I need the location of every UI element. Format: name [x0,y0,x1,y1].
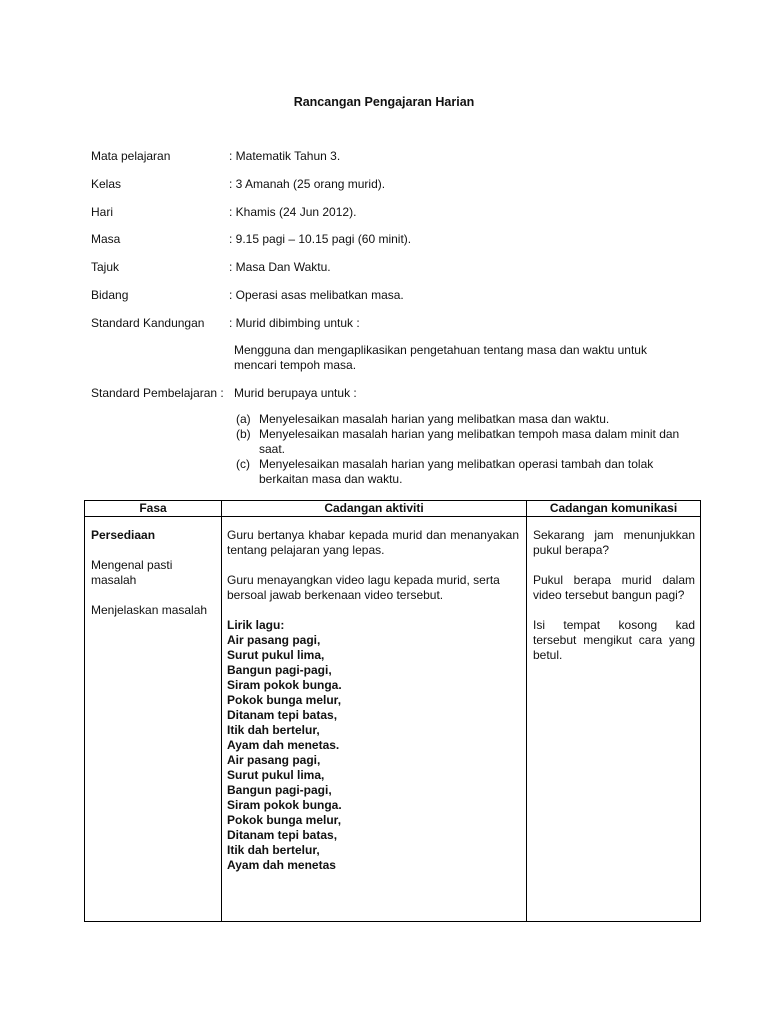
table-header-fasa: Fasa [139,501,167,515]
aktiviti-cell [227,528,519,873]
field-standard-pembelajaran [91,385,691,401]
table-column-divider [221,501,222,921]
lyrics-line: Surut pukul lima, [227,648,325,662]
field-mata-pelajaran [91,148,691,164]
list-item [236,427,686,457]
lyrics-line: Ayam dah menetas [227,858,336,872]
lyrics-line: Air pasang pagi, [227,753,321,767]
lesson-activity-table [84,500,701,922]
field-value: : Khamis (24 Jun 2012). [229,205,357,219]
lyrics-line: Siram pokok bunga. [227,798,342,812]
lyrics-line: Ditanam tepi batas, [227,708,338,722]
lyrics-line: Itik dah bertelur, [227,723,320,737]
lyrics-line: Ayam dah menetas. [227,738,340,752]
list-item [236,457,686,487]
list-marker: (b) [236,427,251,441]
field-tajuk [91,259,691,275]
list-marker: (a) [236,412,251,426]
table-header-cadangan-komunikasi: Cadangan komunikasi [549,501,678,515]
field-label: Mata pelajaran [91,149,171,163]
field-bidang [91,287,691,303]
table-header-cadangan-aktiviti: Cadangan aktiviti [324,501,424,515]
field-value: : Matematik Tahun 3. [229,149,341,163]
lyrics-line: Pokok bunga melur, [227,693,342,707]
lyrics-line: Ditanam tepi batas, [227,828,338,842]
list-item-text: Menyelesaikan masalah harian yang melibatkan operasi tambah dan tolak berkaitan masa dan waktu. [259,457,654,486]
fasa-item: Mengenal pasti masalah [91,558,173,587]
komunikasi-item: Pukul berapa murid dalam video tersebut bangun pagi? [533,573,695,602]
fasa-cell [91,528,216,618]
list-item-text: Menyelesaikan masalah harian yang melibatkan tempoh masa dalam minit dan saat. [259,427,680,456]
list-item [236,412,686,427]
field-label: Standard Kandungan [91,316,205,330]
aktiviti-paragraph: Guru menayangkan video lagu kepada murid, serta bersoal jawab berkenaan video tersebut. [227,573,500,602]
fasa-item: Menjelaskan masalah [91,603,208,617]
list-item-text: Menyelesaikan masalah harian yang melibatkan masa dan waktu. [259,412,610,426]
lyrics-line: Surut pukul lima, [227,768,325,782]
field-kelas [91,176,691,192]
komunikasi-item: Sekarang jam menunjukkan pukul berapa? [533,528,695,557]
field-value: Murid berupaya untuk : [234,386,357,400]
lyrics-line: Air pasang pagi, [227,633,321,647]
komunikasi-item: Isi tempat kosong kad tersebut mengikut cara yang betul. [533,618,695,662]
field-value: : Operasi asas melibatkan masa. [229,288,404,302]
field-label: Kelas [91,177,122,191]
lyrics-line: Itik dah bertelur, [227,843,320,857]
list-marker: (c) [236,457,250,471]
field-label: Bidang [91,288,129,302]
lyrics-line: Pokok bunga melur, [227,813,342,827]
standard-kandungan-description: Mengguna dan mengaplikasikan pengetahuan tentang masa dan waktu untuk mencari tempoh masa. [234,343,647,372]
field-value: : 9.15 pagi – 10.15 pagi (60 minit). [229,232,412,246]
field-value: : Masa Dan Waktu. [229,260,331,274]
table-header-divider [85,516,700,517]
field-hari [91,204,691,220]
field-label: Masa [91,232,121,246]
field-standard-kandungan [91,315,691,331]
fasa-title: Persediaan [91,528,156,542]
field-value: : 3 Amanah (25 orang murid). [229,177,386,191]
standard-pembelajaran-list [236,412,686,487]
table-column-divider [526,501,527,921]
lyrics-line: Bangun pagi-pagi, [227,663,332,677]
komunikasi-cell [533,528,695,663]
lyrics-line: Siram pokok bunga. [227,678,342,692]
field-label: Standard Pembelajaran : [91,386,224,400]
field-label: Tajuk [91,260,120,274]
field-masa [91,231,691,247]
field-value: : Murid dibimbing untuk : [229,316,360,330]
aktiviti-paragraph: Guru bertanya khabar kepada murid dan menanyakan tentang pelajaran yang lepas. [227,528,519,557]
document-title: Rancangan Pengajaran Harian [293,95,475,109]
lyrics-line: Bangun pagi-pagi, [227,783,332,797]
lyrics-title: Lirik lagu: [227,618,285,632]
field-label: Hari [91,205,114,219]
